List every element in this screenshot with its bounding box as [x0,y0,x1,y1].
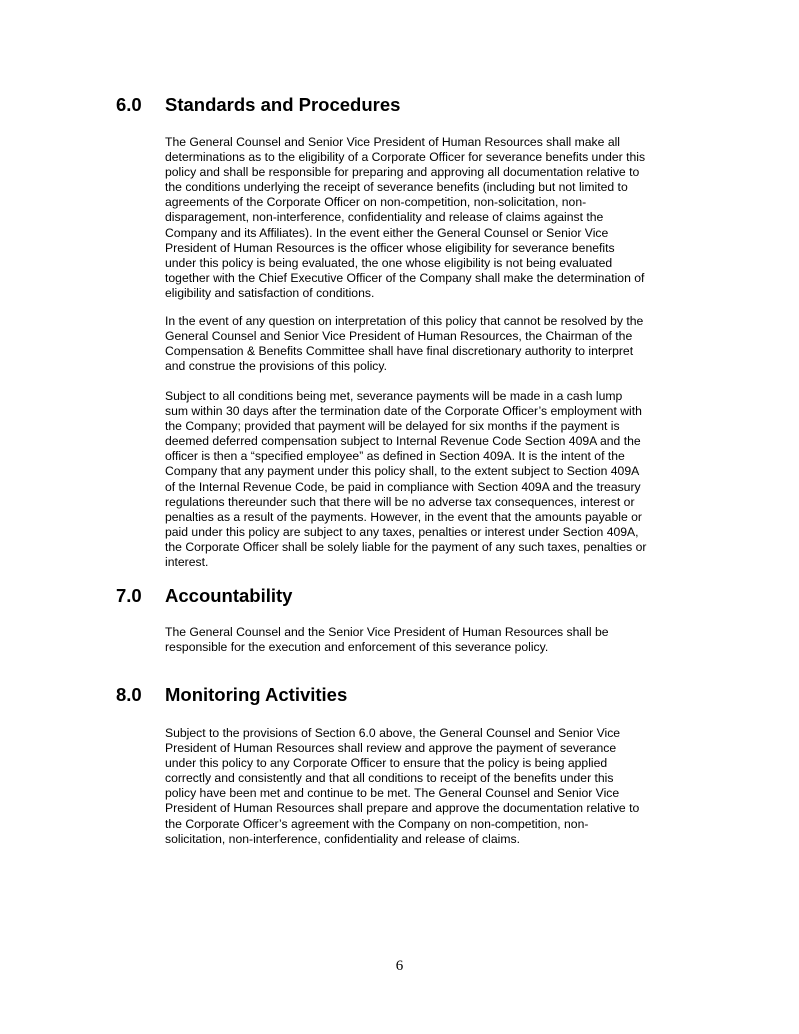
section-title: Accountability [165,585,293,606]
text-line: deemed deferred compensation subject to Internal Revenue Code Section 409A and the [165,434,641,449]
text-line: President of Human Resources shall prepare and approve the documentation relative to [165,801,640,816]
text-line: eligibility and satisfaction of conditions. [165,285,375,300]
paragraph [165,389,685,570]
text-line: the Company; provided that payment will be delayed for six months if the payment is [165,419,620,434]
text-line: disparagement, non-interference, confidentiality and release of claims against the [165,210,604,225]
section-heading [0,93,799,117]
text-line: under this policy is being evaluated, the one whose eligibility is not being evaluated [165,255,613,270]
text-line: Subject to all conditions being met, severance payments will be made in a cash lump [165,389,623,403]
text-line: sum within 30 days after the termination date of the Corporate Officer’s employment with [165,404,642,419]
text-line: In the event of any question on interpretation of this policy that cannot be resolved by the [165,314,644,328]
paragraph [165,726,685,847]
section-number: 6.0 [116,94,142,115]
text-line: officer is then a “specified employee” as defined in Section 409A. It is the intent of the [165,449,625,464]
text-line: interest. [165,555,209,570]
page-number: 6 [395,958,404,974]
text-line: of the Internal Revenue Code, be paid in compliance with Section 409A and the treasury [165,479,641,494]
text-line: determinations as to the eligibility of a Corporate Officer for severance benefits under this [165,150,646,165]
text-line: regulations thereunder such that there will be no adverse tax consequences, interest or [165,494,635,509]
text-line: the Corporate Officer’s agreement with the Company on non-competition, non- [165,816,589,831]
section-6 [0,93,799,117]
section-heading [0,584,799,608]
text-line: the conditions underlying the receipt of severance benefits (including but not limited to [165,180,628,195]
paragraph [165,135,685,301]
text-line: The General Counsel and the Senior Vice President of Human Resources shall be [165,625,609,639]
text-line: policy have been met and continue to be met. The General Counsel and Senior Vice [165,786,620,801]
text-line: Company and its Affiliates). In the event either the General Counsel or Senior Vice [165,225,609,240]
section-title: Monitoring Activities [165,684,348,705]
text-line: Compensation & Benefits Committee shall have final discretionary authority to interpret [165,344,634,359]
text-line: President of Human Resources shall review and approve the payment of severance [165,741,617,756]
text-line: President of Human Resources is the officer whose eligibility for severance benefits [165,240,615,255]
text-line: together with the Chief Executive Officer of the Company shall make the determination of [165,270,645,285]
text-line: paid under this policy are subject to any taxes, penalties or interest under Section 409A, [165,524,639,539]
text-line: The General Counsel and Senior Vice President of Human Resources shall make all [165,135,621,149]
text-line: agreements of the Corporate Officer on non-competition, non-solicitation, non- [165,195,587,210]
text-line: Subject to the provisions of Section 6.0 above, the General Counsel and Senior Vice [165,726,621,740]
text-line: under this policy to any Corporate Officer to ensure that the policy is being applied [165,756,608,771]
text-line: policy and shall be responsible for preparing and approving all documentation relative to [165,165,640,180]
text-line: penalties as a result of the payments. However, in the event that the amounts payable or [165,509,642,524]
text-line: responsible for the execution and enforcement of this severance policy. [165,640,549,655]
text-line: General Counsel and Senior Vice President of Human Resources, the Chairman of the [165,329,633,344]
section-number: 7.0 [116,585,142,606]
text-line: Company that any payment under this policy shall, to the extent subject to Section 409A [165,464,640,479]
section-number: 8.0 [116,684,142,705]
section-title: Standards and Procedures [165,94,401,115]
section-7 [0,584,799,608]
text-line: correctly and consistently and that all conditions to receipt of the benefits under this [165,771,614,786]
paragraph [165,314,685,374]
paragraph [165,625,685,655]
section-8 [0,683,799,707]
text-line: solicitation, non-interference, confidentiality and release of claims. [165,831,520,846]
section-heading [0,683,799,707]
text-line: and construe the provisions of this policy. [165,359,387,374]
text-line: the Corporate Officer shall be solely liable for the payment of any such taxes, penalties or [165,539,647,554]
